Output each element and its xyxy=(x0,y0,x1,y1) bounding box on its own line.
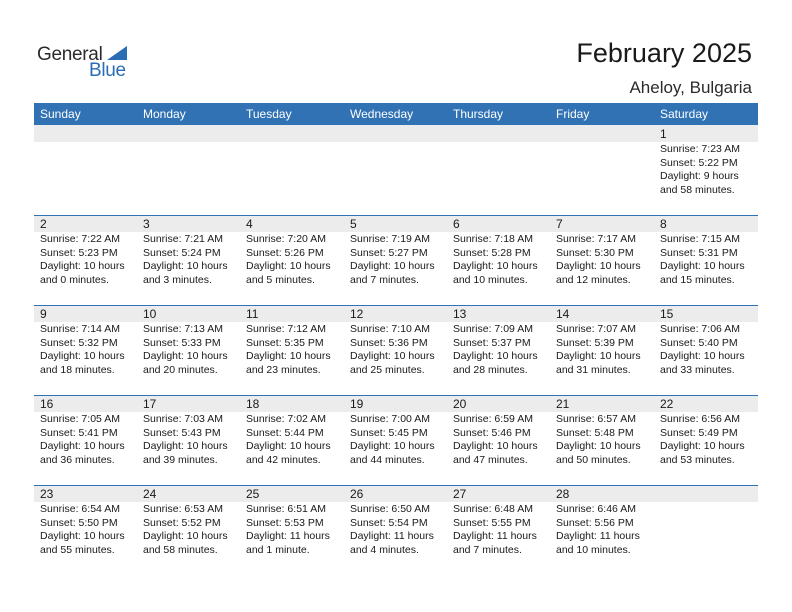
day-number: 1 xyxy=(660,127,667,141)
sunset-text: Sunset: 5:53 PM xyxy=(246,516,324,529)
day-number: 7 xyxy=(556,217,563,231)
daylight-minutes-text: and 0 minutes. xyxy=(40,273,109,286)
day-number: 21 xyxy=(556,397,570,411)
sun-info xyxy=(143,233,228,287)
sun-info xyxy=(350,413,435,467)
day-number: 3 xyxy=(143,217,150,231)
sun-info xyxy=(660,413,745,467)
sun-info xyxy=(246,413,331,467)
daylight-text: Daylight: 10 hours xyxy=(453,350,538,362)
sunrise-text: Sunrise: 7:00 AM xyxy=(350,413,430,425)
day-cell xyxy=(240,215,343,305)
sunset-text: Sunset: 5:54 PM xyxy=(350,516,428,529)
sunset-text: Sunset: 5:26 PM xyxy=(246,246,324,259)
day-cell xyxy=(344,215,447,305)
sun-info xyxy=(40,233,125,287)
sun-info xyxy=(350,323,435,377)
day-number: 18 xyxy=(246,397,260,411)
day-cell xyxy=(550,215,653,305)
day-cell xyxy=(550,395,653,485)
day-number: 14 xyxy=(556,307,570,321)
sunset-text: Sunset: 5:30 PM xyxy=(556,246,634,259)
sunset-text: Sunset: 5:31 PM xyxy=(660,246,738,259)
day-number: 20 xyxy=(453,397,467,411)
sunset-text: Sunset: 5:50 PM xyxy=(40,516,118,529)
daylight-text: Daylight: 10 hours xyxy=(143,440,228,452)
sunset-text: Sunset: 5:52 PM xyxy=(143,516,221,529)
daylight-minutes-text: and 12 minutes. xyxy=(556,273,631,286)
daylight-text: Daylight: 10 hours xyxy=(246,440,331,452)
sunrise-text: Sunrise: 7:15 AM xyxy=(660,233,740,245)
sun-info xyxy=(40,503,125,557)
daylight-minutes-text: and 36 minutes. xyxy=(40,453,115,466)
sunset-text: Sunset: 5:35 PM xyxy=(246,336,324,349)
sunset-text: Sunset: 5:22 PM xyxy=(660,156,738,169)
day-cell xyxy=(344,485,447,575)
week-row xyxy=(34,305,758,395)
sunset-text: Sunset: 5:49 PM xyxy=(660,426,738,439)
sunset-text: Sunset: 5:28 PM xyxy=(453,246,531,259)
daylight-minutes-text: and 25 minutes. xyxy=(350,363,425,376)
sunset-text: Sunset: 5:41 PM xyxy=(40,426,118,439)
daylight-minutes-text: and 58 minutes. xyxy=(660,183,735,196)
day-cell xyxy=(447,395,550,485)
day-cell xyxy=(654,395,757,485)
sunset-text: Sunset: 5:27 PM xyxy=(350,246,428,259)
weekday-sunday: Sunday xyxy=(40,107,81,121)
daylight-text: Daylight: 10 hours xyxy=(453,260,538,272)
daylight-minutes-text: and 18 minutes. xyxy=(40,363,115,376)
day-number: 4 xyxy=(246,217,253,231)
sunrise-text: Sunrise: 7:22 AM xyxy=(40,233,120,245)
day-number: 6 xyxy=(453,217,460,231)
daylight-text: Daylight: 11 hours xyxy=(453,530,537,542)
daylight-minutes-text: and 20 minutes. xyxy=(143,363,218,376)
daylight-text: Daylight: 10 hours xyxy=(660,440,745,452)
daylight-minutes-text: and 50 minutes. xyxy=(556,453,631,466)
sunrise-text: Sunrise: 7:10 AM xyxy=(350,323,430,335)
daylight-minutes-text: and 42 minutes. xyxy=(246,453,321,466)
sun-info xyxy=(556,503,640,557)
sun-info xyxy=(556,233,641,287)
day-cell xyxy=(344,395,447,485)
day-cell xyxy=(654,305,757,395)
sun-info xyxy=(660,233,745,287)
day-number: 26 xyxy=(350,487,364,501)
daylight-text: Daylight: 9 hours xyxy=(660,170,739,182)
weekday-saturday: Saturday xyxy=(660,107,709,121)
sunrise-text: Sunrise: 7:17 AM xyxy=(556,233,636,245)
sunrise-text: Sunrise: 7:19 AM xyxy=(350,233,430,245)
sunset-text: Sunset: 5:48 PM xyxy=(556,426,634,439)
daylight-minutes-text: and 55 minutes. xyxy=(40,543,115,556)
daylight-text: Daylight: 10 hours xyxy=(143,260,228,272)
sunset-text: Sunset: 5:23 PM xyxy=(40,246,118,259)
sunrise-text: Sunrise: 7:07 AM xyxy=(556,323,636,335)
day-number-strip xyxy=(34,125,758,142)
sunrise-text: Sunrise: 6:56 AM xyxy=(660,413,740,425)
weekday-tuesday: Tuesday xyxy=(246,107,292,121)
daylight-text: Daylight: 10 hours xyxy=(40,350,125,362)
daylight-minutes-text: and 1 minute. xyxy=(246,543,310,556)
daylight-text: Daylight: 10 hours xyxy=(350,440,435,452)
day-number: 24 xyxy=(143,487,157,501)
location-label: Aheloy, Bulgaria xyxy=(629,78,752,97)
day-cell xyxy=(550,305,653,395)
sunrise-text: Sunrise: 7:23 AM xyxy=(660,143,740,155)
sunset-text: Sunset: 5:39 PM xyxy=(556,336,634,349)
logo-triangle-icon xyxy=(107,46,127,60)
daylight-text: Daylight: 10 hours xyxy=(556,350,641,362)
day-cell xyxy=(34,485,137,575)
sunset-text: Sunset: 5:37 PM xyxy=(453,336,531,349)
sun-info xyxy=(453,503,537,557)
day-number: 15 xyxy=(660,307,674,321)
day-cell xyxy=(447,215,550,305)
daylight-minutes-text: and 5 minutes. xyxy=(246,273,315,286)
sunset-text: Sunset: 5:24 PM xyxy=(143,246,221,259)
sunrise-text: Sunrise: 7:14 AM xyxy=(40,323,120,335)
sun-info xyxy=(246,323,331,377)
daylight-minutes-text: and 4 minutes. xyxy=(350,543,419,556)
day-cell xyxy=(550,485,653,575)
day-number: 9 xyxy=(40,307,47,321)
day-number: 13 xyxy=(453,307,467,321)
sunrise-text: Sunrise: 7:13 AM xyxy=(143,323,223,335)
sunrise-text: Sunrise: 6:57 AM xyxy=(556,413,636,425)
weekday-friday: Friday xyxy=(556,107,590,121)
sunset-text: Sunset: 5:46 PM xyxy=(453,426,531,439)
day-number: 19 xyxy=(350,397,364,411)
daylight-minutes-text: and 10 minutes. xyxy=(453,273,528,286)
sunset-text: Sunset: 5:40 PM xyxy=(660,336,738,349)
sunrise-text: Sunrise: 6:48 AM xyxy=(453,503,533,515)
sunrise-text: Sunrise: 6:54 AM xyxy=(40,503,120,515)
daylight-minutes-text: and 3 minutes. xyxy=(143,273,212,286)
weekday-wednesday: Wednesday xyxy=(350,107,414,121)
daylight-text: Daylight: 10 hours xyxy=(556,440,641,452)
sun-info xyxy=(350,503,434,557)
sun-info xyxy=(246,503,330,557)
day-cell xyxy=(240,305,343,395)
logo-blue-text: Blue xyxy=(89,60,126,81)
day-cell xyxy=(137,395,240,485)
daylight-minutes-text: and 44 minutes. xyxy=(350,453,425,466)
day-number: 16 xyxy=(40,397,54,411)
day-cell xyxy=(34,215,137,305)
sunset-text: Sunset: 5:36 PM xyxy=(350,336,428,349)
day-cell xyxy=(447,305,550,395)
daylight-minutes-text: and 15 minutes. xyxy=(660,273,735,286)
sun-info xyxy=(453,323,538,377)
day-cell xyxy=(137,215,240,305)
day-number: 28 xyxy=(556,487,570,501)
day-cell xyxy=(654,125,757,215)
day-number: 17 xyxy=(143,397,157,411)
sunrise-text: Sunrise: 6:51 AM xyxy=(246,503,326,515)
daylight-text: Daylight: 10 hours xyxy=(350,260,435,272)
daylight-minutes-text: and 23 minutes. xyxy=(246,363,321,376)
daylight-text: Daylight: 11 hours xyxy=(556,530,640,542)
daylight-minutes-text: and 28 minutes. xyxy=(453,363,528,376)
sunrise-text: Sunrise: 7:20 AM xyxy=(246,233,326,245)
sun-info xyxy=(556,413,641,467)
week-row xyxy=(34,485,758,575)
sunrise-text: Sunrise: 7:05 AM xyxy=(40,413,120,425)
daylight-text: Daylight: 10 hours xyxy=(143,350,228,362)
sunset-text: Sunset: 5:45 PM xyxy=(350,426,428,439)
day-number: 22 xyxy=(660,397,674,411)
day-cell xyxy=(240,395,343,485)
daylight-minutes-text: and 10 minutes. xyxy=(556,543,631,556)
daylight-minutes-text: and 31 minutes. xyxy=(556,363,631,376)
sunrise-text: Sunrise: 7:06 AM xyxy=(660,323,740,335)
sun-info xyxy=(350,233,435,287)
daylight-minutes-text: and 53 minutes. xyxy=(660,453,735,466)
sunset-text: Sunset: 5:43 PM xyxy=(143,426,221,439)
daylight-text: Daylight: 10 hours xyxy=(660,350,745,362)
daylight-text: Daylight: 10 hours xyxy=(350,350,435,362)
sunrise-text: Sunrise: 7:18 AM xyxy=(453,233,533,245)
daylight-text: Daylight: 10 hours xyxy=(556,260,641,272)
day-cell xyxy=(240,485,343,575)
daylight-minutes-text: and 58 minutes. xyxy=(143,543,218,556)
weekday-header xyxy=(34,103,758,125)
daylight-minutes-text: and 7 minutes. xyxy=(350,273,419,286)
day-number: 11 xyxy=(246,307,259,321)
logo-general-text: General xyxy=(37,44,103,65)
daylight-text: Daylight: 10 hours xyxy=(660,260,745,272)
day-number: 27 xyxy=(453,487,467,501)
sunrise-text: Sunrise: 6:59 AM xyxy=(453,413,533,425)
daylight-minutes-text: and 7 minutes. xyxy=(453,543,522,556)
day-cell xyxy=(447,485,550,575)
daylight-minutes-text: and 39 minutes. xyxy=(143,453,218,466)
sunset-text: Sunset: 5:32 PM xyxy=(40,336,118,349)
day-number: 25 xyxy=(246,487,260,501)
weekday-monday: Monday xyxy=(143,107,186,121)
day-number: 12 xyxy=(350,307,364,321)
week-row xyxy=(34,125,758,215)
day-number: 8 xyxy=(660,217,667,231)
sun-info xyxy=(143,503,228,557)
weekday-thursday: Thursday xyxy=(453,107,504,121)
daylight-text: Daylight: 10 hours xyxy=(40,440,125,452)
sunrise-text: Sunrise: 6:53 AM xyxy=(143,503,223,515)
sun-info xyxy=(556,323,641,377)
daylight-text: Daylight: 10 hours xyxy=(453,440,538,452)
day-cell xyxy=(34,395,137,485)
sun-info xyxy=(246,233,331,287)
sun-info xyxy=(40,413,125,467)
sunset-text: Sunset: 5:56 PM xyxy=(556,516,634,529)
sunset-text: Sunset: 5:33 PM xyxy=(143,336,221,349)
week-row xyxy=(34,395,758,485)
day-cell xyxy=(654,215,757,305)
page-title: February 2025 xyxy=(576,38,752,68)
day-cell xyxy=(137,485,240,575)
sun-info xyxy=(453,413,538,467)
sunrise-text: Sunrise: 6:46 AM xyxy=(556,503,636,515)
daylight-text: Daylight: 10 hours xyxy=(40,260,125,272)
sun-info xyxy=(453,233,538,287)
day-number: 10 xyxy=(143,307,157,321)
daylight-text: Daylight: 10 hours xyxy=(246,350,331,362)
sun-info xyxy=(143,413,228,467)
logo xyxy=(37,44,137,80)
daylight-text: Daylight: 10 hours xyxy=(246,260,331,272)
day-number: 23 xyxy=(40,487,54,501)
sunset-text: Sunset: 5:55 PM xyxy=(453,516,531,529)
day-cell xyxy=(137,305,240,395)
day-number: 5 xyxy=(350,217,357,231)
sunrise-text: Sunrise: 6:50 AM xyxy=(350,503,430,515)
sunrise-text: Sunrise: 7:21 AM xyxy=(143,233,223,245)
sun-info xyxy=(143,323,228,377)
week-row xyxy=(34,215,758,305)
daylight-text: Daylight: 10 hours xyxy=(143,530,228,542)
sun-info xyxy=(660,323,745,377)
sunrise-text: Sunrise: 7:12 AM xyxy=(246,323,326,335)
sun-info xyxy=(660,143,740,197)
sunset-text: Sunset: 5:44 PM xyxy=(246,426,324,439)
day-cell xyxy=(344,305,447,395)
daylight-text: Daylight: 11 hours xyxy=(246,530,330,542)
sunrise-text: Sunrise: 7:02 AM xyxy=(246,413,326,425)
sunrise-text: Sunrise: 7:09 AM xyxy=(453,323,533,335)
day-number: 2 xyxy=(40,217,47,231)
daylight-text: Daylight: 11 hours xyxy=(350,530,434,542)
sunrise-text: Sunrise: 7:03 AM xyxy=(143,413,223,425)
daylight-text: Daylight: 10 hours xyxy=(40,530,125,542)
daylight-minutes-text: and 47 minutes. xyxy=(453,453,528,466)
daylight-minutes-text: and 33 minutes. xyxy=(660,363,735,376)
day-cell xyxy=(34,305,137,395)
sun-info xyxy=(40,323,125,377)
